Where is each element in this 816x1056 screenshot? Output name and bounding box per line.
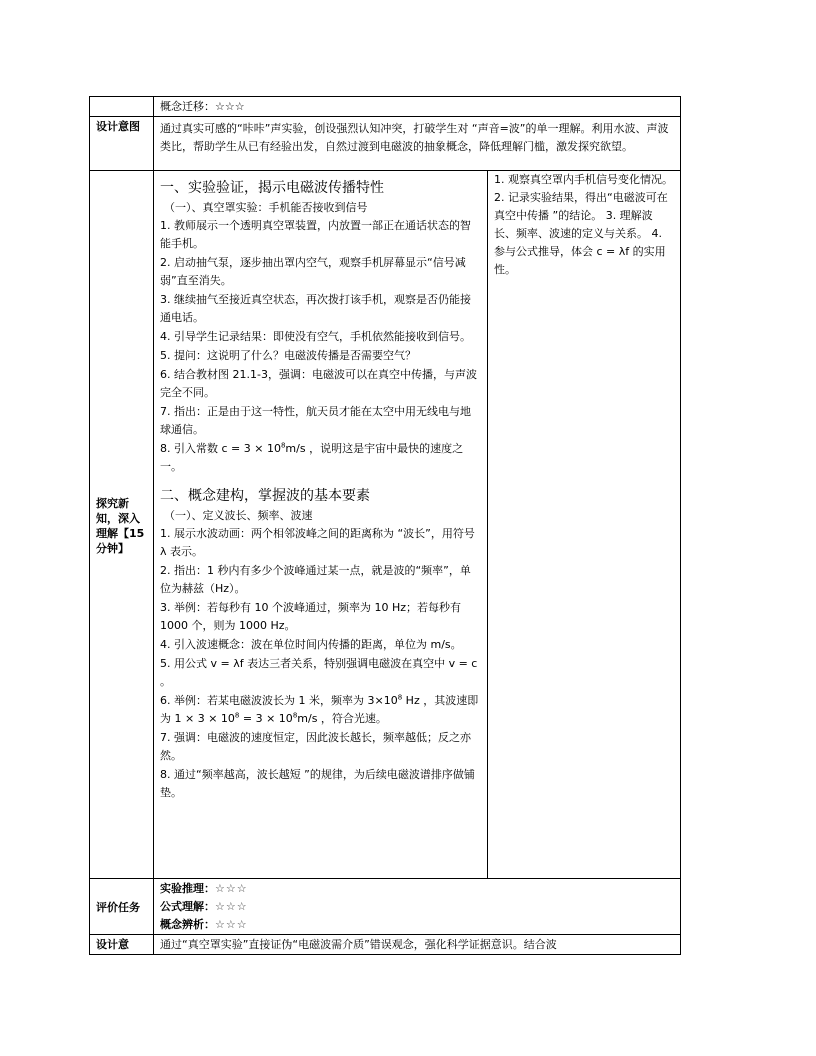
part2-step-6: 6. 举例：若某电磁波波长为 1 米，频率为 $3\times 10^8$ Hz ，其波速即为 $1 \times 3 \times 10^8 = 3 \times 10^8m/s$ ，符合光速。 (160, 693, 479, 725)
evaluation-item: 公式理解：☆☆☆ (160, 900, 248, 913)
step-item: 2. 指出：1 秒内有多少个波峰通过某一点，就是波的“频率”，单位为赫兹（Hz）。 (160, 564, 471, 595)
design-intent-2-label: 设计意 (90, 935, 154, 955)
table-row (90, 171, 681, 879)
step-item: 1. 展示水波动画：两个相邻波峰之间的距离称为 “波长”，用符号 λ 表示。 (160, 527, 475, 558)
step-item: 4. 引入波速概念：波在单位时间内传播的距离，单位为 m/s。 (160, 638, 462, 651)
part1-title: 一、实验验证，揭示电磁波传播特性 (160, 180, 384, 196)
step-item: 8. 通过“频率越高，波长越短 ”的规律，为后续电磁波谱排序做铺垫。 (160, 768, 475, 799)
student-activity-cell (488, 171, 681, 879)
design-intent-label: 设计意图 (90, 117, 154, 171)
table-row (90, 97, 681, 117)
part1-step-8: 8. 引入常数 $c = 3 \times 10^8m/s$ ，说明这是宇宙中最快的速度之一。 (160, 441, 464, 473)
part2-steps-continued (160, 729, 481, 802)
teacher-activity-cell (154, 171, 488, 879)
step-item: 3. 继续抽气至接近真空状态，再次拨打该手机，观察是否仍能接通电话。 (160, 293, 471, 324)
evaluation-label: 评价任务 (90, 879, 154, 935)
table-row (90, 879, 681, 935)
design-intent-text: 通过真实可感的“咔咔”声实验，创设强烈认知冲突，打破学生对 “声音=波”的单一理解。利用水波、声波类比，帮助学生从已有经验出发，自然过渡到电磁波的抽象概念，降低理解门槛，激发探究欲望。 (160, 122, 669, 153)
step-item: 7. 强调：电磁波的速度恒定，因此波长越长，频率越低；反之亦然。 (160, 731, 471, 762)
part2-subtitle: （一）、定义波长、频率、波速 (164, 509, 313, 522)
step-item: 7. 指出：正是由于这一特性，航天员才能在太空中用无线电与地球通信。 (160, 405, 471, 436)
student-activity-text: 1. 观察真空罩内手机信号变化情况。 2. 记录实验结果，得出“电磁波可在真空中传播 ”的结论。 3. 理解波长、频率、波速的定义与关系。 4. 参与公式推导，体会 c = λf 的实用性。 (494, 173, 673, 276)
part1-subtitle: （一）、真空罩实验：手机能否接收到信号 (164, 201, 368, 214)
step-item: 4. 引导学生记录结果：即使没有空气，手机依然能接收到信号。 (160, 330, 471, 343)
concept-transfer-cell (154, 97, 681, 117)
concept-transfer-text: 概念迁移：☆☆☆ (160, 100, 245, 113)
evaluation-item: 概念辨析：☆☆☆ (160, 918, 248, 931)
part2-title: 二、概念建构，掌握波的基本要素 (160, 488, 370, 504)
design-intent-2-text: 通过“真空罩实验”直接证伪“电磁波需介质”错误观念，强化科学证据意识。结合波 (160, 938, 557, 951)
table-row (90, 117, 681, 171)
lesson-plan-table (89, 96, 681, 955)
step-item: 1. 教师展示一个透明真空罩装置，内放置一部正在通话状态的智能手机。 (160, 219, 471, 250)
step-item: 5. 提问：这说明了什么？电磁波传播是否需要空气？ (160, 349, 416, 362)
table-row (90, 935, 681, 955)
design-intent-2-cell (154, 935, 681, 955)
part2-steps (160, 525, 481, 691)
step-item: 6. 结合教材图 21.1-3，强调：电磁波可以在真空中传播，与声波完全不同。 (160, 368, 477, 399)
step-item: 3. 举例：若每秒有 10 个波峰通过，频率为 10 Hz；若每秒有 1000 个，则为 1000 Hz。 (160, 601, 462, 632)
evaluation-cell (154, 879, 681, 935)
explore-label: 探究新知，深入理解【15分钟】 (90, 171, 154, 879)
design-intent-cell (154, 117, 681, 171)
step-item: 2. 启动抽气泵，逐步抽出罩内空气，观察手机屏幕显示“信号减弱”直至消失。 (160, 256, 466, 287)
step-item: 5. 用公式 v = λf 表达三者关系，特别强调电磁波在真空中 v = c 。 (160, 657, 478, 688)
part1-steps (160, 217, 481, 439)
empty-label-cell (90, 97, 154, 117)
evaluation-item: 实验推理：☆☆☆ (160, 882, 248, 895)
